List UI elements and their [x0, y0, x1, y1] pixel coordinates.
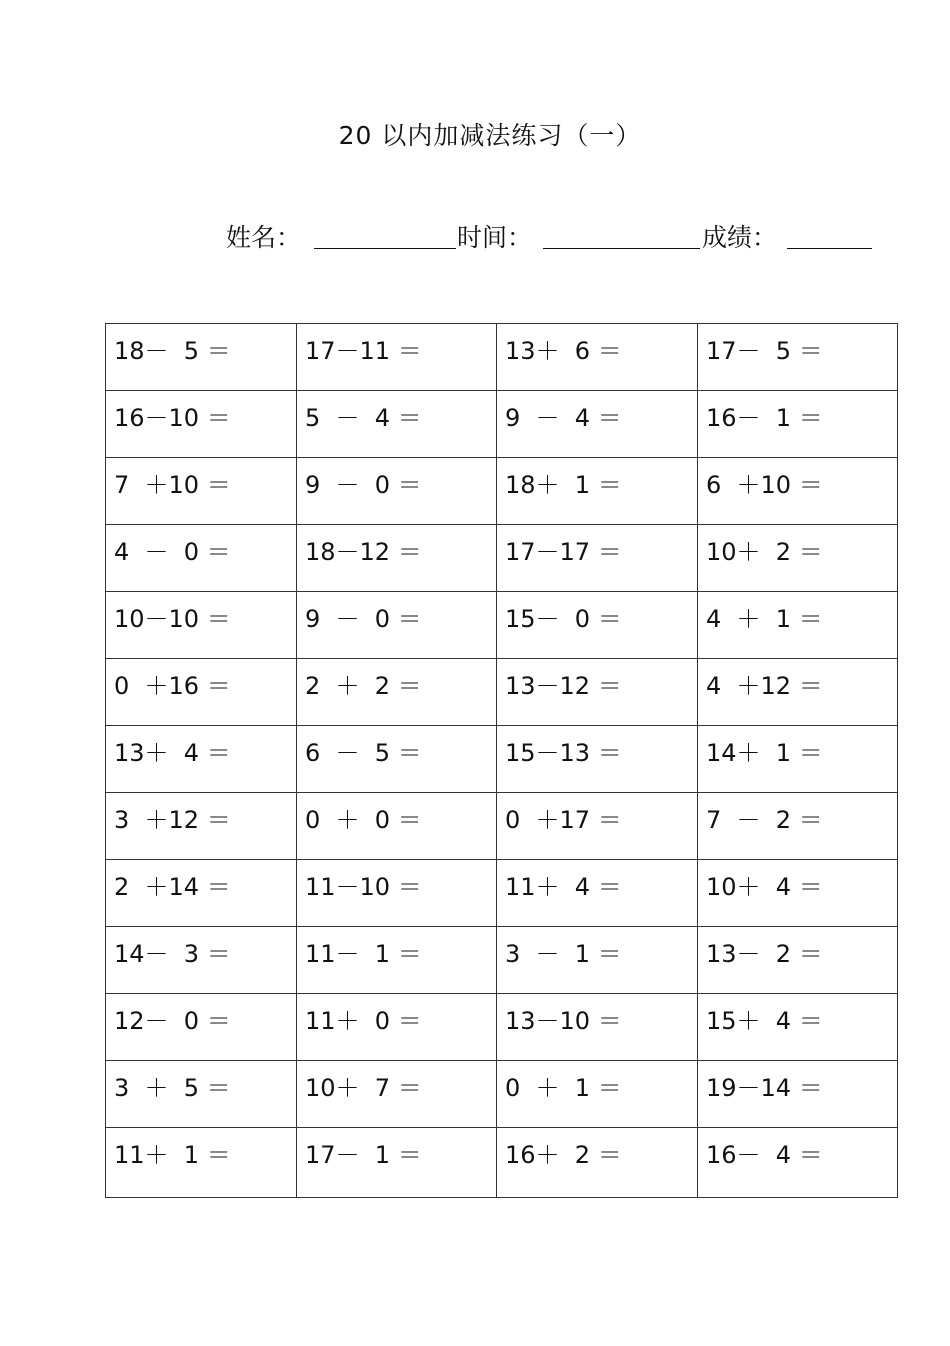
time-blank-line[interactable] — [543, 248, 700, 249]
problem-text: 10－10 ＝ — [114, 605, 231, 633]
worksheet-title: 20 以内加减法练习（一） — [338, 121, 642, 150]
problem-row — [106, 525, 898, 592]
problem-cell[interactable] — [698, 793, 898, 860]
problem-row — [106, 793, 898, 860]
problem-cell[interactable] — [106, 1061, 297, 1128]
problem-text: 0 ＋16 ＝ — [114, 672, 231, 700]
problem-text: 16＋ 2 ＝ — [505, 1141, 622, 1169]
problem-cell[interactable] — [106, 927, 297, 994]
problem-text: 18＋ 1 ＝ — [505, 471, 622, 499]
problem-text: 13＋ 4 ＝ — [114, 739, 231, 767]
problem-text: 15＋ 4 ＝ — [706, 1007, 823, 1035]
problem-row — [106, 1128, 898, 1198]
problem-text: 17－11 ＝ — [305, 337, 422, 365]
problem-cell[interactable] — [297, 927, 497, 994]
problem-text: 11＋ 1 ＝ — [114, 1141, 231, 1169]
problem-text: 13－12 ＝ — [505, 672, 622, 700]
problem-row — [106, 860, 898, 927]
problem-text: 16－10 ＝ — [114, 404, 231, 432]
problem-cell[interactable] — [698, 391, 898, 458]
problem-row — [106, 324, 898, 391]
problem-cell[interactable] — [698, 458, 898, 525]
problem-cell[interactable] — [106, 994, 297, 1061]
problem-cell[interactable] — [106, 860, 297, 927]
problem-cell[interactable] — [106, 659, 297, 726]
score-blank-line[interactable] — [787, 248, 872, 249]
problem-cell[interactable] — [497, 726, 698, 793]
problem-cell[interactable] — [698, 525, 898, 592]
problem-text: 15－13 ＝ — [505, 739, 622, 767]
problem-text: 4 ＋ 1 ＝ — [706, 605, 823, 633]
problem-text: 6 ＋10 ＝ — [706, 471, 823, 499]
problem-text: 0 ＋ 0 ＝ — [305, 806, 422, 834]
problem-row — [106, 927, 898, 994]
problem-row — [106, 1061, 898, 1128]
problem-text: 10＋ 2 ＝ — [706, 538, 823, 566]
problem-text: 16－ 4 ＝ — [706, 1141, 823, 1169]
problem-cell[interactable] — [497, 994, 698, 1061]
problem-cell[interactable] — [497, 458, 698, 525]
problem-text: 11＋ 4 ＝ — [505, 873, 622, 901]
problem-cell[interactable] — [106, 1128, 297, 1198]
problem-text: 6 － 5 ＝ — [305, 739, 422, 767]
problem-text: 0 ＋17 ＝ — [505, 806, 622, 834]
problem-cell[interactable] — [497, 1061, 698, 1128]
problem-cell[interactable] — [698, 927, 898, 994]
problem-text: 7 ＋10 ＝ — [114, 471, 231, 499]
problem-cell[interactable] — [698, 659, 898, 726]
problem-cell[interactable] — [297, 391, 497, 458]
student-info-row — [0, 218, 950, 254]
problem-text: 14－ 3 ＝ — [114, 940, 231, 968]
problem-text: 11－10 ＝ — [305, 873, 422, 901]
problem-cell[interactable] — [497, 592, 698, 659]
problem-text: 9 － 0 ＝ — [305, 605, 422, 633]
problem-text: 2 ＋14 ＝ — [114, 873, 231, 901]
problem-cell[interactable] — [497, 860, 698, 927]
problem-row — [106, 726, 898, 793]
problem-cell[interactable] — [106, 525, 297, 592]
problem-row — [106, 659, 898, 726]
time-label: 时间： — [457, 223, 533, 252]
problem-cell[interactable] — [698, 726, 898, 793]
problem-cell[interactable] — [106, 324, 297, 391]
problem-text: 13－ 2 ＝ — [706, 940, 823, 968]
problem-cell[interactable] — [497, 525, 698, 592]
problem-text: 9 － 4 ＝ — [505, 404, 622, 432]
problem-text: 10＋ 7 ＝ — [305, 1074, 422, 1102]
problem-text: 11＋ 0 ＝ — [305, 1007, 422, 1035]
problem-text: 16－ 1 ＝ — [706, 404, 823, 432]
name-blank-line[interactable] — [314, 248, 456, 249]
problem-text: 17－17 ＝ — [505, 538, 622, 566]
problem-row — [106, 458, 898, 525]
problem-grid — [105, 323, 898, 1198]
problem-text: 4 － 0 ＝ — [114, 538, 231, 566]
problem-cell[interactable] — [698, 324, 898, 391]
problem-text: 4 ＋12 ＝ — [706, 672, 823, 700]
problem-text: 3 － 1 ＝ — [505, 940, 622, 968]
score-label: 成绩： — [702, 223, 778, 252]
problem-cell[interactable] — [106, 391, 297, 458]
name-label: 姓名： — [226, 223, 302, 252]
problem-text: 14＋ 1 ＝ — [706, 739, 823, 767]
problem-text: 7 － 2 ＝ — [706, 806, 823, 834]
problem-text: 13－10 ＝ — [505, 1007, 622, 1035]
problem-cell[interactable] — [297, 726, 497, 793]
problem-cell[interactable] — [497, 793, 698, 860]
problem-cell[interactable] — [106, 458, 297, 525]
problem-row — [106, 592, 898, 659]
problem-cell[interactable] — [297, 793, 497, 860]
problem-cell[interactable] — [698, 592, 898, 659]
problem-cell[interactable] — [106, 726, 297, 793]
problem-cell[interactable] — [698, 1128, 898, 1198]
problem-text: 10＋ 4 ＝ — [706, 873, 823, 901]
problem-cell[interactable] — [297, 525, 497, 592]
problem-text: 3 ＋12 ＝ — [114, 806, 231, 834]
problem-text: 12－ 0 ＝ — [114, 1007, 231, 1035]
problem-text: 17－ 5 ＝ — [706, 337, 823, 365]
problem-cell[interactable] — [297, 1061, 497, 1128]
problem-cell[interactable] — [297, 1128, 497, 1198]
problem-cell[interactable] — [297, 592, 497, 659]
problem-text: 19－14 ＝ — [706, 1074, 823, 1102]
problem-text: 15－ 0 ＝ — [505, 605, 622, 633]
problem-text: 9 － 0 ＝ — [305, 471, 422, 499]
problem-cell[interactable] — [106, 592, 297, 659]
problem-cell[interactable] — [698, 994, 898, 1061]
problem-text: 11－ 1 ＝ — [305, 940, 422, 968]
problem-cell[interactable] — [698, 1061, 898, 1128]
problem-text: 18－12 ＝ — [305, 538, 422, 566]
problem-cell[interactable] — [497, 927, 698, 994]
problem-text: 0 ＋ 1 ＝ — [505, 1074, 622, 1102]
problem-row — [106, 391, 898, 458]
problem-text: 5 － 4 ＝ — [305, 404, 422, 432]
problem-cell[interactable] — [497, 391, 698, 458]
problem-cell[interactable] — [698, 860, 898, 927]
problem-cell[interactable] — [497, 1128, 698, 1198]
problem-text: 13＋ 6 ＝ — [505, 337, 622, 365]
problem-text: 3 ＋ 5 ＝ — [114, 1074, 231, 1102]
problem-cell[interactable] — [297, 860, 497, 927]
problem-text: 18－ 5 ＝ — [114, 337, 231, 365]
problem-cell[interactable] — [297, 994, 497, 1061]
problem-cell[interactable] — [497, 659, 698, 726]
problem-cell[interactable] — [297, 458, 497, 525]
problem-row — [106, 994, 898, 1061]
problem-cell[interactable] — [106, 793, 297, 860]
problem-text: 2 ＋ 2 ＝ — [305, 672, 422, 700]
problem-cell[interactable] — [297, 659, 497, 726]
problem-cell[interactable] — [497, 324, 698, 391]
problem-cell[interactable] — [297, 324, 497, 391]
problem-text: 17－ 1 ＝ — [305, 1141, 422, 1169]
